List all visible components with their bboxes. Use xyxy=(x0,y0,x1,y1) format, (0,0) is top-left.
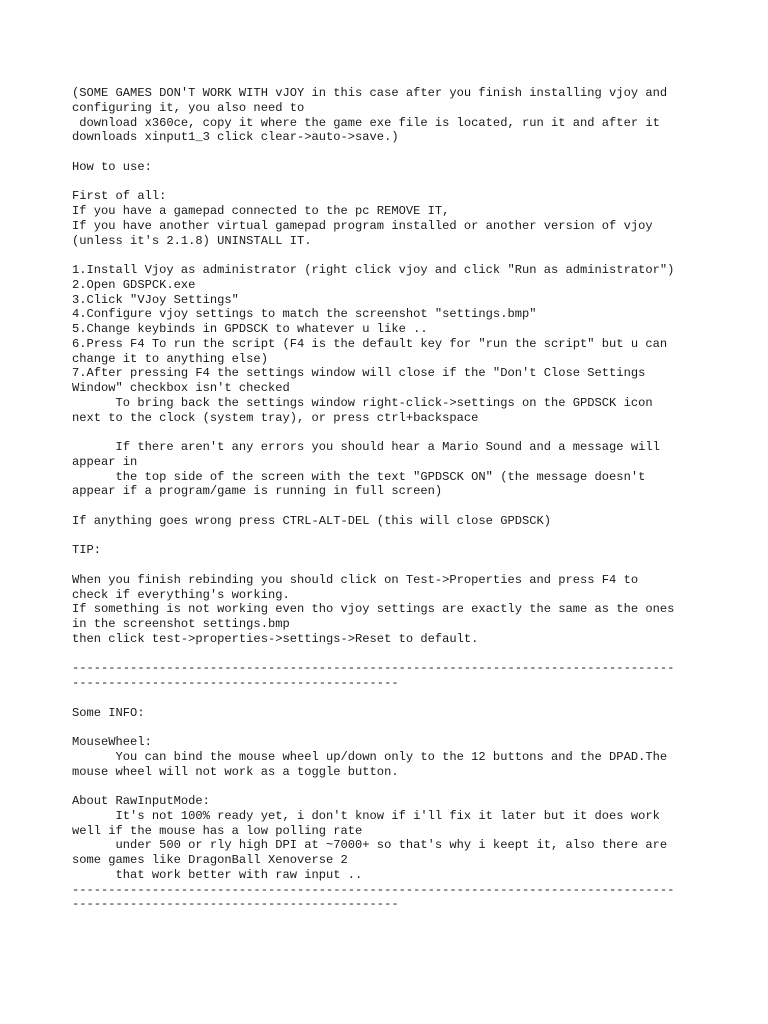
text-line: 2.Open GDSPCK.exe xyxy=(72,277,196,292)
text-line: Some INFO: xyxy=(72,705,145,720)
text-line xyxy=(72,425,702,440)
text-line: (SOME GAMES DON'T WORK WITH vJOY in this case after you finish installing vjoy and xyxy=(72,86,668,100)
text-line: that work better with raw input .. xyxy=(72,867,363,882)
text-line: downloads xinput1_3 click clear->auto->save.) xyxy=(72,130,399,145)
text-line: --------------------------------------------- xyxy=(72,676,399,690)
text-line: 6.Press F4 To run the script (F4 is the default key for "run the script" but u can xyxy=(72,336,668,351)
text-line: First of all: xyxy=(72,189,167,204)
text-line: When you finish rebinding you should click on Test->Properties and press F4 to xyxy=(72,572,639,587)
text-line: next to the clock (system tray), or press ctrl+backspace xyxy=(72,410,479,425)
text-line: 1.Install Vjoy as administrator (right click vjoy and click "Run as administrator") xyxy=(72,263,675,277)
text-line: (unless it's 2.1.8) UNINSTALL IT. xyxy=(72,233,312,248)
text-line: the top side of the screen with the text "GPDSCK ON" (the message doesn't xyxy=(72,469,646,484)
text-line: If you have another virtual gamepad program installed or another version of vjoy xyxy=(72,218,653,233)
text-line: change it to anything else) xyxy=(72,351,268,366)
text-line: ----------------------------------------------------------------------------------- xyxy=(72,661,675,676)
text-line: It's not 100% ready yet, i don't know if i'll fix it later but it does work xyxy=(72,808,660,823)
text-line: About RawInputMode: xyxy=(72,794,210,808)
text-line: To bring back the settings window right-click->settings on the GPDSCK icon xyxy=(72,395,653,410)
text-line: 4.Configure vjoy settings to match the screenshot "settings.bmp" xyxy=(72,307,537,322)
text-line: If anything goes wrong press CTRL-ALT-DEL (this will close GPDSCK) xyxy=(72,513,551,528)
text-line: check if everything's working. xyxy=(72,587,290,602)
text-line: How to use: xyxy=(72,159,152,174)
text-line xyxy=(72,145,702,160)
text-line: Window" checkbox isn't checked xyxy=(72,381,290,395)
text-line: configuring it, you also need to xyxy=(72,100,305,115)
text-line: TIP: xyxy=(72,543,102,558)
text-line xyxy=(72,175,702,190)
text-line xyxy=(72,691,702,706)
text-line: then click test->properties->settings->Reset to default. xyxy=(72,631,479,646)
text-line: under 500 or rly high DPI at ~7000+ so that's why i keept it, also there are xyxy=(72,838,668,853)
text-line xyxy=(72,779,702,794)
text-line: You can bind the mouse wheel up/down only to the 12 buttons and the DPAD.The xyxy=(72,749,668,764)
text-line: well if the mouse has a low polling rate xyxy=(72,823,363,838)
text-line: 5.Change keybinds in GPDSCK to whatever u like .. xyxy=(72,322,428,336)
text-line: If something is not working even tho vjoy settings are exactly the same as the ones xyxy=(72,602,675,617)
text-line xyxy=(72,558,702,573)
text-line xyxy=(72,720,702,735)
text-line: MouseWheel: xyxy=(72,735,152,749)
text-line: If you have a gamepad connected to the pc REMOVE IT, xyxy=(72,204,450,218)
text-line: in the screenshot settings.bmp xyxy=(72,617,290,631)
document-text xyxy=(72,86,702,912)
text-line xyxy=(72,529,702,544)
text-line: some games like DragonBall Xenoverse 2 xyxy=(72,853,348,867)
text-line: appear in xyxy=(72,454,138,469)
text-line: ----------------------------------------------------------------------------------- xyxy=(72,882,675,897)
text-line: 3.Click "VJoy Settings" xyxy=(72,292,239,307)
text-line: 7.After pressing F4 the settings window will close if the "Don't Close Settings xyxy=(72,366,646,381)
text-line: appear if a program/game is running in full screen) xyxy=(72,484,443,499)
text-line xyxy=(72,499,702,514)
text-line: If there aren't any errors you should hear a Mario Sound and a message will xyxy=(72,440,660,454)
text-line: download x360ce, copy it where the game exe file is located, run it and after it xyxy=(72,115,660,130)
text-line xyxy=(72,647,702,662)
text-line xyxy=(72,248,702,263)
text-line: --------------------------------------------- xyxy=(72,897,399,912)
text-line: mouse wheel will not work as a toggle button. xyxy=(72,764,399,779)
